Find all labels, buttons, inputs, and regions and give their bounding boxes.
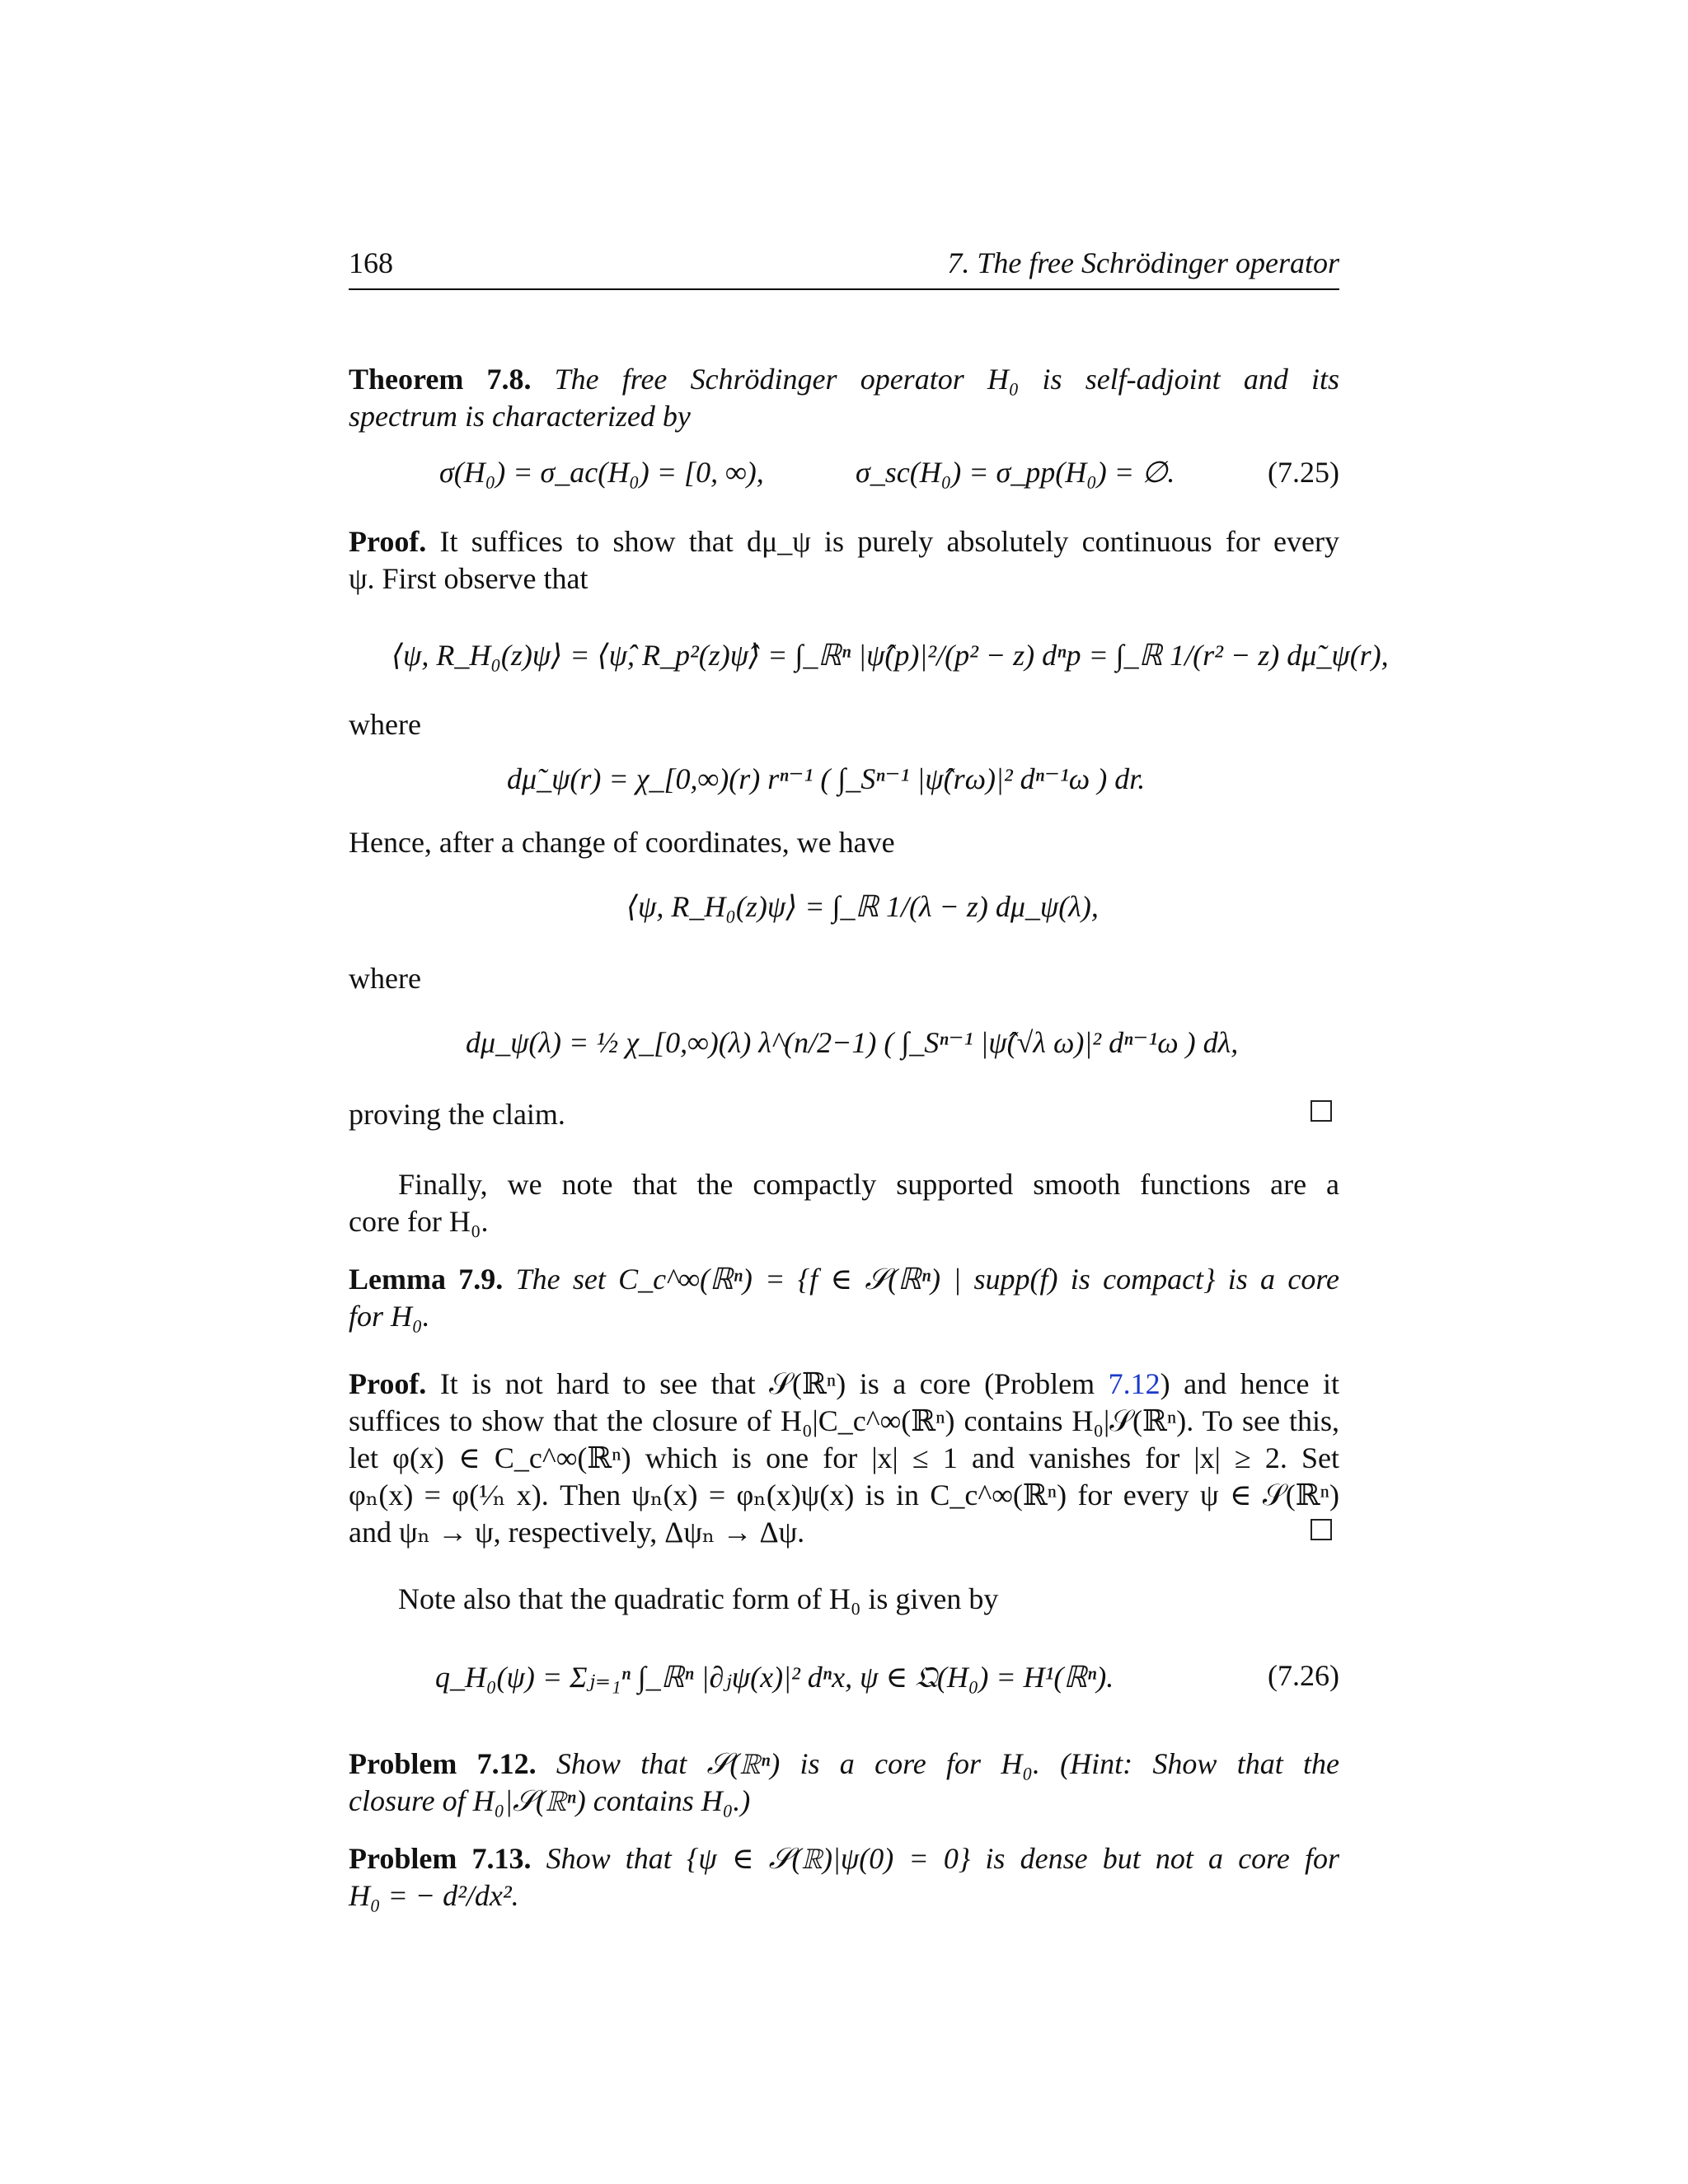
proof1-line-1 xyxy=(349,523,1339,560)
theorem-equation-left: σ(H₀) = σ_ac(H₀) = [0, ∞), xyxy=(439,456,764,489)
page-number: 168 xyxy=(349,246,393,279)
equation-number-7-25: (7.25) xyxy=(1268,456,1339,489)
problem-7-12-link[interactable]: 7.12 xyxy=(1108,1367,1160,1400)
qed-symbol-2 xyxy=(1311,1519,1332,1540)
para1-line-2: core for H₀. xyxy=(349,1205,489,1238)
proof1-where-2: where xyxy=(349,962,421,995)
lemma-label: Lemma 7.9. xyxy=(349,1263,504,1296)
proof1-equation-2: dμ̃_ψ(r) = χ_[0,∞)(r) rⁿ⁻¹ ( ∫_Sⁿ⁻¹ |ψ̂(rω)|² dⁿ⁻¹ω ) dr. xyxy=(507,762,1146,795)
proof1-line-2: ψ. First observe that xyxy=(349,562,588,595)
proof2-line-3: let φ(x) ∈ C_c^∞(ℝⁿ) which is one for |x| ≤ 1 and vanishes for |x| ≥ 2. Set xyxy=(349,1441,1339,1474)
problem-7-13-text-1: Show that {ψ ∈ 𝒮(ℝ)|ψ(0) = 0} is dense but not a core for xyxy=(546,1842,1339,1875)
proof1-equation-1: ⟨ψ, R_H₀(z)ψ⟩ = ⟨ψ̂, R_p²(z)ψ̂⟩ = ∫_ℝⁿ |ψ̂(p)|²/(p² − z) dⁿp = ∫_ℝ 1/(r² − z) dμ̃_ψ(r), xyxy=(392,639,1389,672)
proof2-line-4: φₙ(x) = φ(¹⁄ₙ x). Then ψₙ(x) = φₙ(x)ψ(x) is in C_c^∞(ℝⁿ) for every ψ ∈ 𝒮(ℝⁿ) xyxy=(349,1479,1339,1511)
proof2-text-1b: ) and hence it xyxy=(1160,1367,1340,1400)
para1-line-1: Finally, we note that the compactly supported smooth functions are a xyxy=(398,1168,1339,1201)
proof1-label: Proof. xyxy=(349,525,427,558)
theorem-line-2: spectrum is characterized by xyxy=(349,400,691,433)
proof1-where-1: where xyxy=(349,708,421,741)
proof2-text-1a: It is not hard to see that 𝒮(ℝⁿ) is a core (Problem xyxy=(439,1367,1109,1400)
proof2-line-1 xyxy=(349,1366,1339,1403)
lemma-line-2: for H₀. xyxy=(349,1300,430,1333)
theorem-equation-right: σ_sc(H₀) = σ_pp(H₀) = ∅. xyxy=(856,456,1175,489)
problem-7-12-line-2: closure of H₀|𝒮(ℝⁿ) contains H₀.) xyxy=(349,1784,751,1817)
problem-7-13-label: Problem 7.13. xyxy=(349,1842,532,1875)
quadratic-form-equation: q_H₀(ψ) = Σⱼ₌₁ⁿ ∫_ℝⁿ |∂ⱼψ(x)|² dⁿx, ψ ∈ 𝔔(H₀) = H¹(ℝⁿ). xyxy=(435,1660,1114,1694)
qed-symbol-1 xyxy=(1311,1100,1332,1122)
problem-7-12-label: Problem 7.12. xyxy=(349,1747,537,1780)
problem-7-12-text-1: Show that 𝒮(ℝⁿ) is a core for H₀. (Hint: Show that the xyxy=(556,1747,1339,1780)
equation-number-7-26: (7.26) xyxy=(1268,1659,1339,1692)
theorem-text-1: The free Schrödinger operator H₀ is self-adjoint and its xyxy=(554,363,1339,396)
header-rule xyxy=(349,288,1339,290)
proof2-line-5: and ψₙ → ψ, respectively, Δψₙ → Δψ. xyxy=(349,1516,805,1549)
proof1-text-1: It suffices to show that dμ_ψ is purely absolutely continuous for every xyxy=(439,525,1340,558)
problem-7-13-line-2: H₀ = − d²/dx². xyxy=(349,1879,519,1912)
theorem-label: Theorem 7.8. xyxy=(349,363,532,396)
problem-7-12-line-1 xyxy=(349,1746,1339,1783)
proof2-line-2: suffices to show that the closure of H₀|C_c^∞(ℝⁿ) contains H₀|𝒮(ℝⁿ). To see this, xyxy=(349,1404,1339,1437)
lemma-line-1 xyxy=(349,1261,1339,1298)
proof1-equation-4: dμ_ψ(λ) = ½ χ_[0,∞)(λ) λ^(n/2−1) ( ∫_Sⁿ⁻¹ |ψ̂(√λ ω)|² dⁿ⁻¹ω ) dλ, xyxy=(466,1026,1239,1059)
problem-7-13-line-1 xyxy=(349,1840,1339,1877)
proof1-closing: proving the claim. xyxy=(349,1098,565,1131)
proof2-label: Proof. xyxy=(349,1367,427,1400)
proof1-equation-3: ⟨ψ, R_H₀(z)ψ⟩ = ∫_ℝ 1/(λ − z) dμ_ψ(λ), xyxy=(626,890,1099,923)
theorem-line-1 xyxy=(349,361,1339,398)
lemma-text-1: The set C_c^∞(ℝⁿ) = {f ∈ 𝒮(ℝⁿ) | supp(f) is compact} is a core xyxy=(515,1263,1339,1296)
running-head: 7. The free Schrödinger operator xyxy=(947,246,1339,279)
proof1-hence: Hence, after a change of coordinates, we have xyxy=(349,826,895,859)
para2-line-1: Note also that the quadratic form of H₀ is given by xyxy=(398,1582,999,1615)
